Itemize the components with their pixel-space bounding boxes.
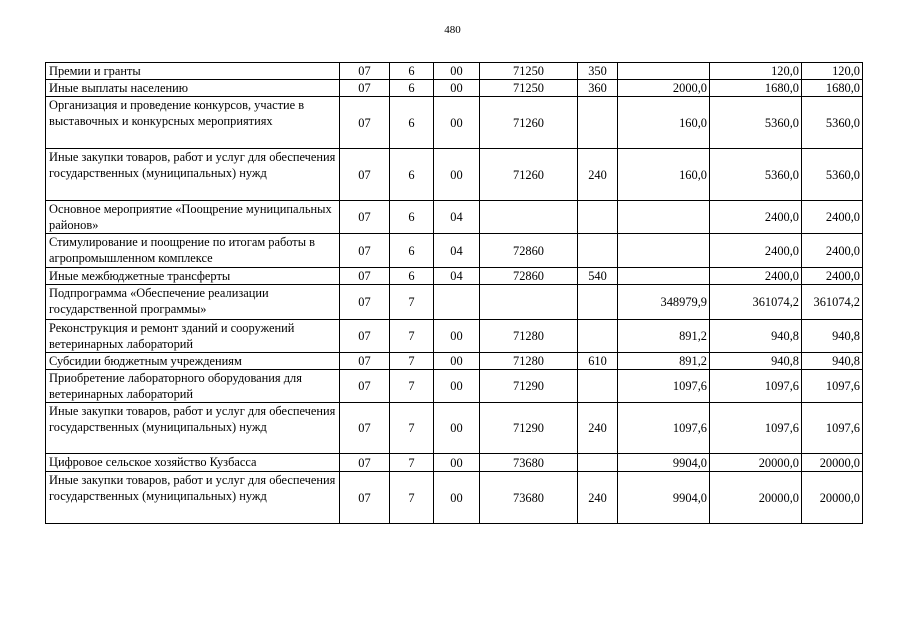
table-row <box>46 201 863 234</box>
subsection-code: 6 <box>390 80 434 97</box>
amount-2: 2400,0 <box>710 268 802 285</box>
amount-1: 891,2 <box>618 320 710 353</box>
program-code: 00 <box>434 63 480 80</box>
program-code: 00 <box>434 472 480 524</box>
expense-type-code <box>578 320 618 353</box>
amount-1 <box>618 63 710 80</box>
amount-2: 1680,0 <box>710 80 802 97</box>
subsection-code: 7 <box>390 353 434 370</box>
table-row <box>46 403 863 454</box>
amount-1: 1097,6 <box>618 370 710 403</box>
section-code: 07 <box>340 201 390 234</box>
program-code: 00 <box>434 80 480 97</box>
table-row <box>46 472 863 524</box>
amount-3: 940,8 <box>802 320 863 353</box>
program-code: 00 <box>434 403 480 454</box>
subsection-code: 7 <box>390 285 434 320</box>
amount-3: 2400,0 <box>802 201 863 234</box>
target-code: 73680 <box>480 472 578 524</box>
program-code: 04 <box>434 201 480 234</box>
amount-2: 5360,0 <box>710 97 802 149</box>
target-code: 71280 <box>480 320 578 353</box>
table-row <box>46 234 863 268</box>
subsection-code: 6 <box>390 268 434 285</box>
page-number: 480 <box>444 24 461 36</box>
program-code: 00 <box>434 149 480 201</box>
section-code: 07 <box>340 320 390 353</box>
amount-1: 348979,9 <box>618 285 710 320</box>
target-code <box>480 285 578 320</box>
row-name: Иные межбюджетные трансферты <box>46 268 340 285</box>
amount-3: 2400,0 <box>802 268 863 285</box>
amount-2: 1097,6 <box>710 403 802 454</box>
amount-2: 20000,0 <box>710 454 802 472</box>
row-name: Иные закупки товаров, работ и услуг для обеспечения государственных (муниципальных) нужд <box>46 472 340 524</box>
expense-type-code: 240 <box>578 472 618 524</box>
amount-3: 20000,0 <box>802 454 863 472</box>
amount-3: 940,8 <box>802 353 863 370</box>
amount-1 <box>618 234 710 268</box>
expense-type-code <box>578 370 618 403</box>
amount-2: 1097,6 <box>710 370 802 403</box>
section-code: 07 <box>340 149 390 201</box>
amount-3: 20000,0 <box>802 472 863 524</box>
amount-1 <box>618 201 710 234</box>
table-row <box>46 63 863 80</box>
subsection-code: 6 <box>390 234 434 268</box>
amount-3: 361074,2 <box>802 285 863 320</box>
table-row <box>46 320 863 353</box>
amount-1 <box>618 268 710 285</box>
row-name: Подпрограмма «Обеспечение реализации государственной программы» <box>46 285 340 320</box>
section-code: 07 <box>340 63 390 80</box>
target-code: 71250 <box>480 80 578 97</box>
amount-1: 2000,0 <box>618 80 710 97</box>
target-code: 72860 <box>480 234 578 268</box>
amount-2: 5360,0 <box>710 149 802 201</box>
target-code: 71290 <box>480 370 578 403</box>
amount-2: 2400,0 <box>710 234 802 268</box>
program-code: 00 <box>434 353 480 370</box>
table-row <box>46 370 863 403</box>
subsection-code: 6 <box>390 149 434 201</box>
amount-3: 1680,0 <box>802 80 863 97</box>
section-code: 07 <box>340 268 390 285</box>
table-row <box>46 285 863 320</box>
expense-type-code <box>578 201 618 234</box>
program-code: 00 <box>434 454 480 472</box>
table-row <box>46 97 863 149</box>
expense-type-code: 240 <box>578 149 618 201</box>
expense-type-code: 360 <box>578 80 618 97</box>
target-code: 73680 <box>480 454 578 472</box>
table-row <box>46 80 863 97</box>
expense-type-code: 540 <box>578 268 618 285</box>
row-name: Иные выплаты населению <box>46 80 340 97</box>
target-code: 71260 <box>480 149 578 201</box>
row-name: Премии и гранты <box>46 63 340 80</box>
program-code: 00 <box>434 320 480 353</box>
program-code: 00 <box>434 370 480 403</box>
section-code: 07 <box>340 234 390 268</box>
subsection-code: 6 <box>390 97 434 149</box>
amount-3: 1097,6 <box>802 403 863 454</box>
program-code: 04 <box>434 268 480 285</box>
amount-1: 1097,6 <box>618 403 710 454</box>
section-code: 07 <box>340 403 390 454</box>
subsection-code: 7 <box>390 370 434 403</box>
subsection-code: 7 <box>390 403 434 454</box>
expense-type-code: 350 <box>578 63 618 80</box>
amount-1: 9904,0 <box>618 454 710 472</box>
target-code: 71250 <box>480 63 578 80</box>
row-name: Реконструкция и ремонт зданий и сооружений ветеринарных лабораторий <box>46 320 340 353</box>
program-code: 04 <box>434 234 480 268</box>
row-name: Иные закупки товаров, работ и услуг для обеспечения государственных (муниципальных) нужд <box>46 149 340 201</box>
subsection-code: 7 <box>390 454 434 472</box>
section-code: 07 <box>340 472 390 524</box>
target-code: 72860 <box>480 268 578 285</box>
row-name: Иные закупки товаров, работ и услуг для обеспечения государственных (муниципальных) нужд <box>46 403 340 454</box>
amount-3: 2400,0 <box>802 234 863 268</box>
amount-1: 891,2 <box>618 353 710 370</box>
program-code <box>434 285 480 320</box>
subsection-code: 6 <box>390 201 434 234</box>
target-code: 71280 <box>480 353 578 370</box>
section-code: 07 <box>340 454 390 472</box>
expense-type-code <box>578 454 618 472</box>
amount-2: 361074,2 <box>710 285 802 320</box>
target-code: 71260 <box>480 97 578 149</box>
amount-2: 940,8 <box>710 320 802 353</box>
section-code: 07 <box>340 97 390 149</box>
row-name: Стимулирование и поощрение по итогам работы в агропромышленном комплексе <box>46 234 340 268</box>
section-code: 07 <box>340 353 390 370</box>
subsection-code: 7 <box>390 320 434 353</box>
amount-3: 1097,6 <box>802 370 863 403</box>
amount-1: 9904,0 <box>618 472 710 524</box>
expense-type-code <box>578 97 618 149</box>
amount-3: 120,0 <box>802 63 863 80</box>
section-code: 07 <box>340 370 390 403</box>
target-code: 71290 <box>480 403 578 454</box>
row-name: Цифровое сельское хозяйство Кузбасса <box>46 454 340 472</box>
budget-table <box>45 62 863 524</box>
section-code: 07 <box>340 285 390 320</box>
table-row <box>46 268 863 285</box>
section-code: 07 <box>340 80 390 97</box>
table-row <box>46 353 863 370</box>
table-row <box>46 149 863 201</box>
target-code <box>480 201 578 234</box>
table-row <box>46 454 863 472</box>
expense-type-code: 610 <box>578 353 618 370</box>
subsection-code: 7 <box>390 472 434 524</box>
amount-2: 2400,0 <box>710 201 802 234</box>
amount-3: 5360,0 <box>802 97 863 149</box>
expense-type-code: 240 <box>578 403 618 454</box>
subsection-code: 6 <box>390 63 434 80</box>
amount-2: 120,0 <box>710 63 802 80</box>
amount-2: 940,8 <box>710 353 802 370</box>
amount-1: 160,0 <box>618 97 710 149</box>
amount-3: 5360,0 <box>802 149 863 201</box>
program-code: 00 <box>434 97 480 149</box>
expense-type-code <box>578 234 618 268</box>
amount-2: 20000,0 <box>710 472 802 524</box>
row-name: Приобретение лабораторного оборудования для ветеринарных лабораторий <box>46 370 340 403</box>
row-name: Организация и проведение конкурсов, участие в выставочных и конкурсных мероприятиях <box>46 97 340 149</box>
row-name: Основное мероприятие «Поощрение муниципальных районов» <box>46 201 340 234</box>
expense-type-code <box>578 285 618 320</box>
row-name: Субсидии бюджетным учреждениям <box>46 353 340 370</box>
amount-1: 160,0 <box>618 149 710 201</box>
